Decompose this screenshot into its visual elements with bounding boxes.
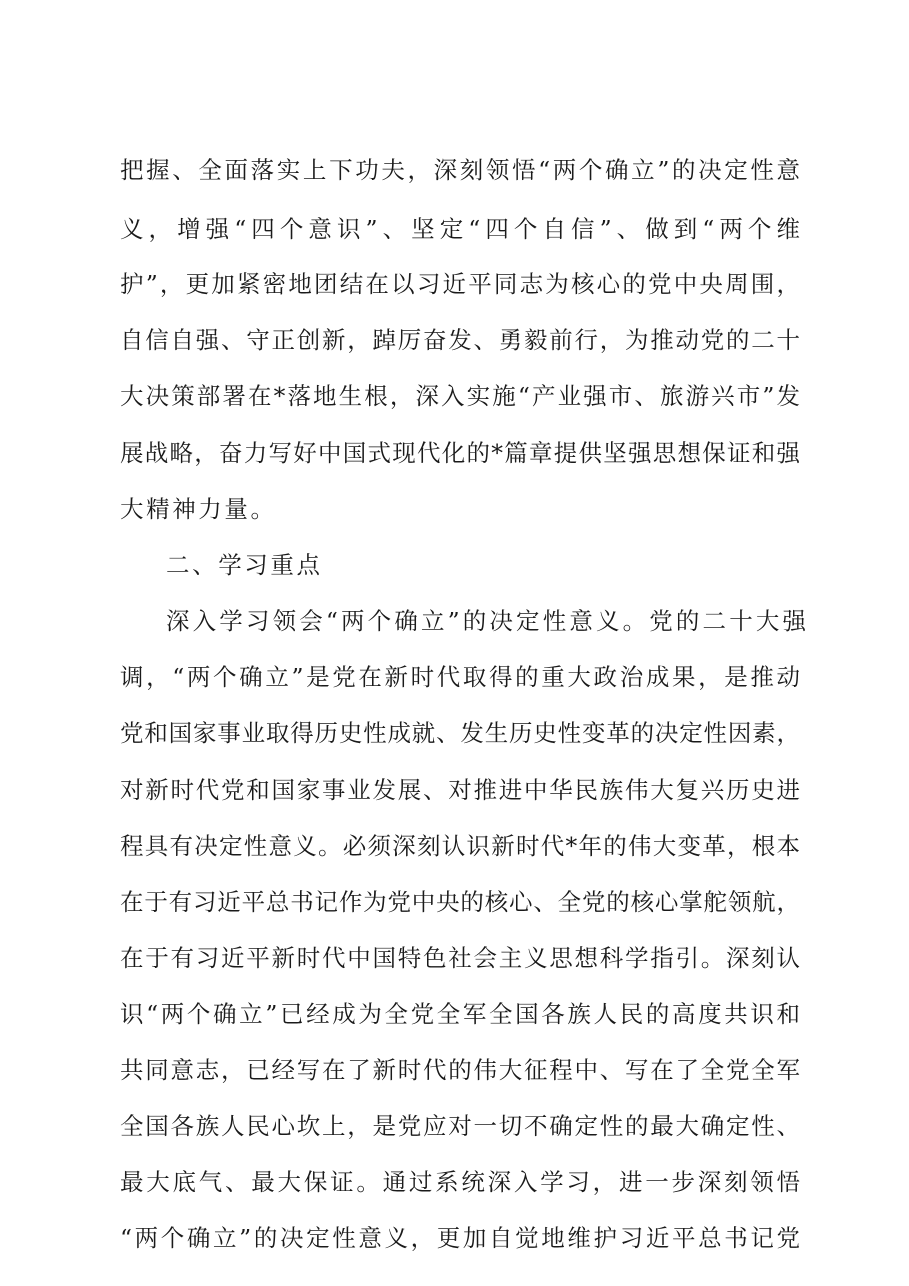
text-line: 大决策部署在*落地生根，深入实施“产业强市、旅游兴市”发 — [120, 382, 800, 410]
text-line: 自信自强、守正创新，踔厉奋发、勇毅前行，为推动党的二十 — [120, 326, 800, 354]
text-line: 大精神力量。 — [120, 495, 277, 523]
text-line: 共同意志，已经写在了新时代的伟大征程中、写在了全党全军 — [120, 1056, 800, 1084]
text-line: 展战略，奋力写好中国式现代化的*篇章提供坚强思想保证和强 — [120, 439, 800, 467]
text-line: 党和国家事业取得历史性成就、发生历史性变革的决定性因素， — [120, 719, 800, 747]
text-line: 把握、全面落实上下功夫，深刻领悟“两个确立”的决定性意 — [120, 156, 800, 184]
text-line: 义，增强“四个意识”、坚定“四个自信”、做到“两个维 — [120, 215, 800, 243]
text-line: 深入学习领会“两个确立”的决定性意义。党的二十大强 — [166, 607, 806, 635]
text-line: 全国各族人民心坎上，是党应对一切不确定性的最大确定性、 — [120, 1112, 800, 1140]
text-line: 最大底气、最大保证。通过系统深入学习，进一步深刻领悟 — [120, 1168, 800, 1196]
section-heading: 二、学习重点 — [166, 551, 323, 579]
text-line: 识“两个确立”已经成为全党全军全国各族人民的高度共识和 — [120, 1000, 800, 1028]
text-line: 在于有习近平总书记作为党中央的核心、全党的核心掌舵领航， — [120, 888, 800, 916]
text-line: 护”，更加紧密地团结在以习近平同志为核心的党中央周围， — [120, 270, 800, 298]
text-line: 对新时代党和国家事业发展、对推进中华民族伟大复兴历史进 — [120, 776, 800, 804]
text-line: 在于有习近平新时代中国特色社会主义思想科学指引。深刻认 — [120, 944, 800, 972]
text-line: 调，“两个确立”是党在新时代取得的重大政治成果，是推动 — [120, 663, 800, 691]
text-line: 程具有决定性意义。必须深刻认识新时代*年的伟大变革，根本 — [120, 832, 800, 860]
text-line: “两个确立”的决定性意义，更加自觉地维护习近平总书记党 — [120, 1224, 800, 1252]
